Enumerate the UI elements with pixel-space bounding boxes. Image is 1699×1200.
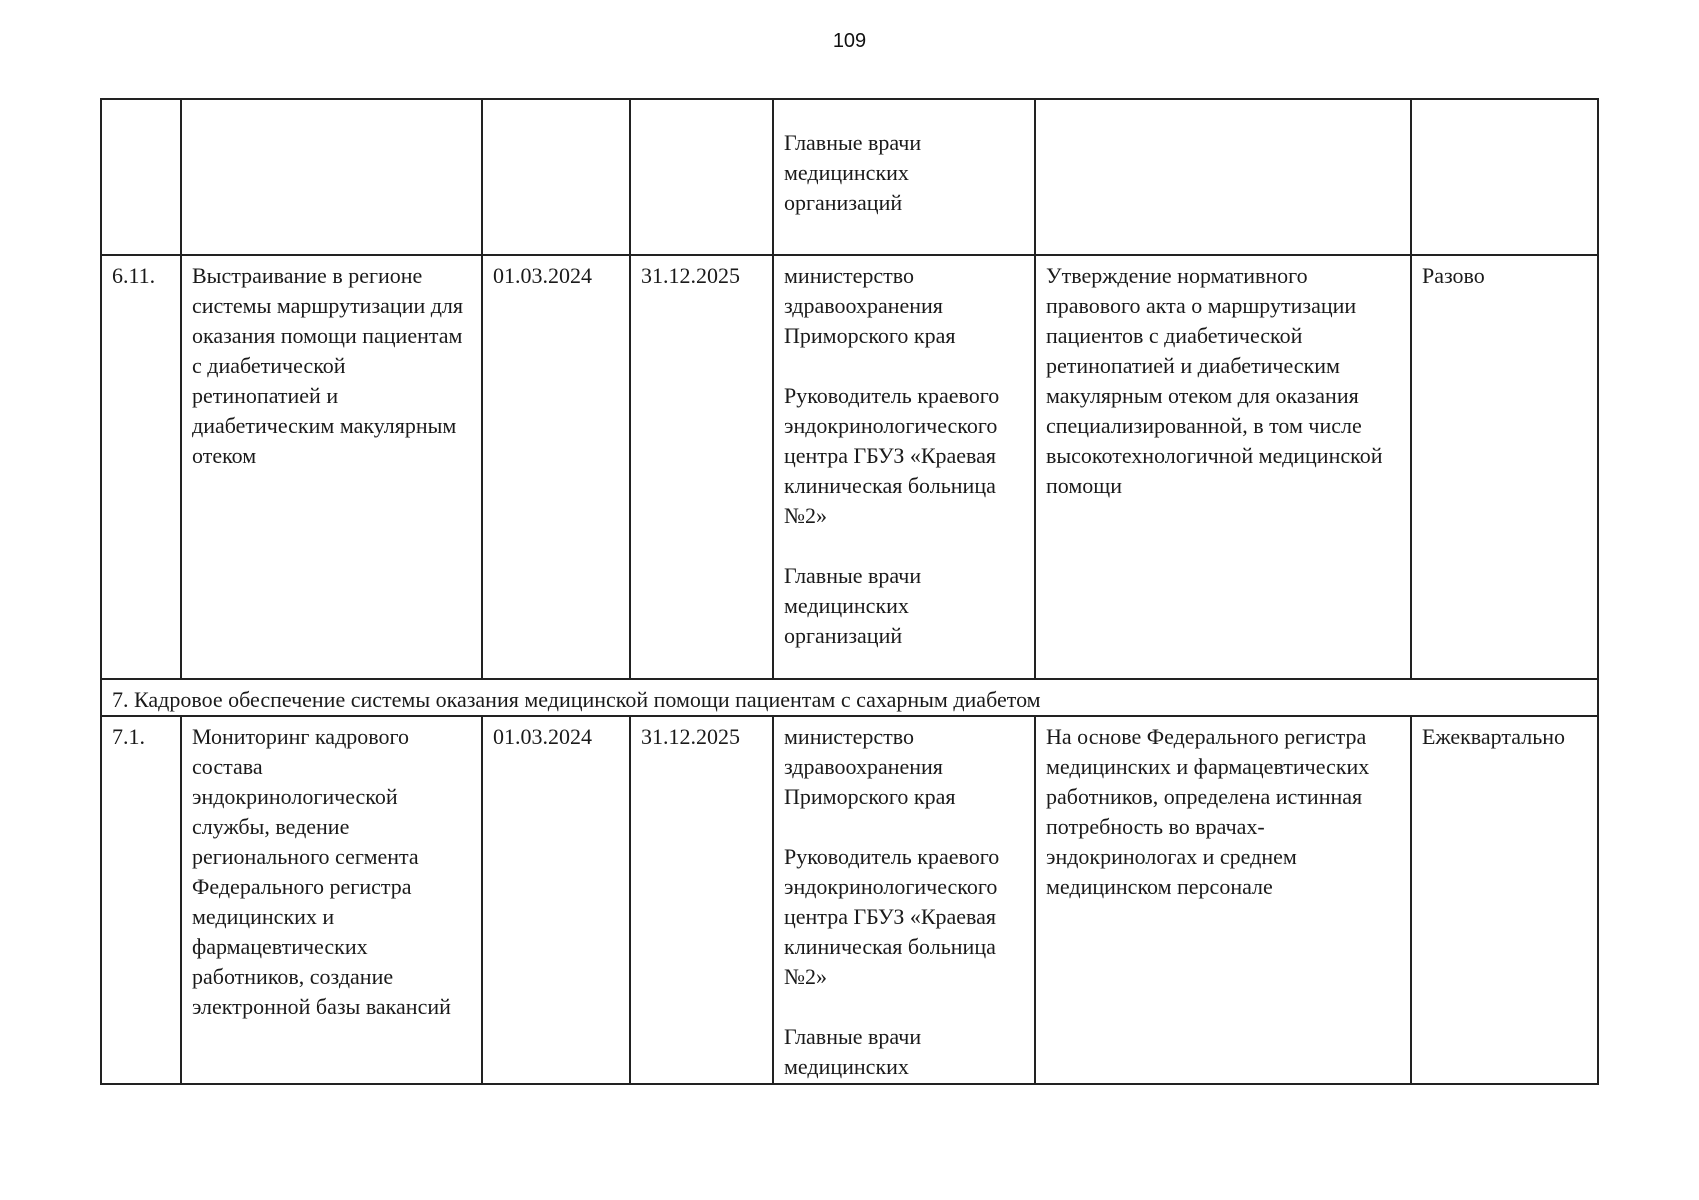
cell-activity: Выстраивание в регионе системы маршрутизации для оказания помощи пациентам с диабетической ретинопатией и диабетическим макулярным отеком: [181, 255, 482, 679]
cell-frequency: Ежеквартально: [1411, 716, 1598, 1084]
section-heading: 7. Кадровое обеспечение системы оказания медицинской помощи пациентам с сахарным диабетом: [101, 679, 1598, 716]
cell-result: На основе Федерального регистра медицинских и фармацевтических работников, определена истинная потребность во врачах-эндокринологах и среднем медицинском персонале: [1035, 716, 1411, 1084]
cell-frequency: [1411, 99, 1598, 255]
responsible-line: министерство здравоохранения Приморского края: [784, 724, 956, 809]
responsible-line: министерство здравоохранения Приморского края: [784, 263, 956, 348]
responsible-line: Руководитель краевого эндокринологического центра ГБУЗ «Краевая клиническая больница №2»: [784, 844, 1000, 989]
cell-number: [101, 99, 181, 255]
table-row-continuation: [101, 99, 1598, 255]
table-row-6-11: [101, 255, 1598, 679]
cell-frequency: Разово: [1411, 255, 1598, 679]
table-row-7-1: [101, 716, 1598, 1084]
cell-start-date: [482, 99, 630, 255]
section-header-row: [101, 679, 1598, 716]
cell-result: [1035, 99, 1411, 255]
cell-number: 6.11.: [101, 255, 181, 679]
cell-end-date: 31.12.2025: [630, 255, 773, 679]
cell-number: 7.1.: [101, 716, 181, 1084]
cell-activity: Мониторинг кадрового состава эндокринологической службы, ведение регионального сегмента Федерального регистра медицинских и фармацевтических работников, создание электронной базы вакансий: [181, 716, 482, 1084]
cell-result: Утверждение нормативного правового акта о маршрутизации пациентов с диабетической ретинопатией и диабетическим макулярным отеком для оказания специализированной, в том числе высокотехнологичной медицинской помощи: [1035, 255, 1411, 679]
responsible-line: Главные врачи медицинских: [784, 1024, 922, 1079]
action-plan-table: [100, 98, 1599, 1085]
responsible-line: Главные врачи медицинских организаций: [784, 563, 922, 648]
cell-start-date: 01.03.2024: [482, 716, 630, 1084]
cell-activity: [181, 99, 482, 255]
page-number: 109: [832, 30, 867, 52]
cell-responsible: [773, 99, 1035, 255]
responsible-line: Главные врачи медицинских организаций: [784, 130, 922, 215]
cell-end-date: 31.12.2025: [630, 716, 773, 1084]
cell-start-date: 01.03.2024: [482, 255, 630, 679]
responsible-line: Руководитель краевого эндокринологического центра ГБУЗ «Краевая клиническая больница №2»: [784, 383, 1000, 528]
cell-end-date: [630, 99, 773, 255]
cell-responsible: [773, 255, 1035, 679]
cell-responsible: [773, 716, 1035, 1084]
